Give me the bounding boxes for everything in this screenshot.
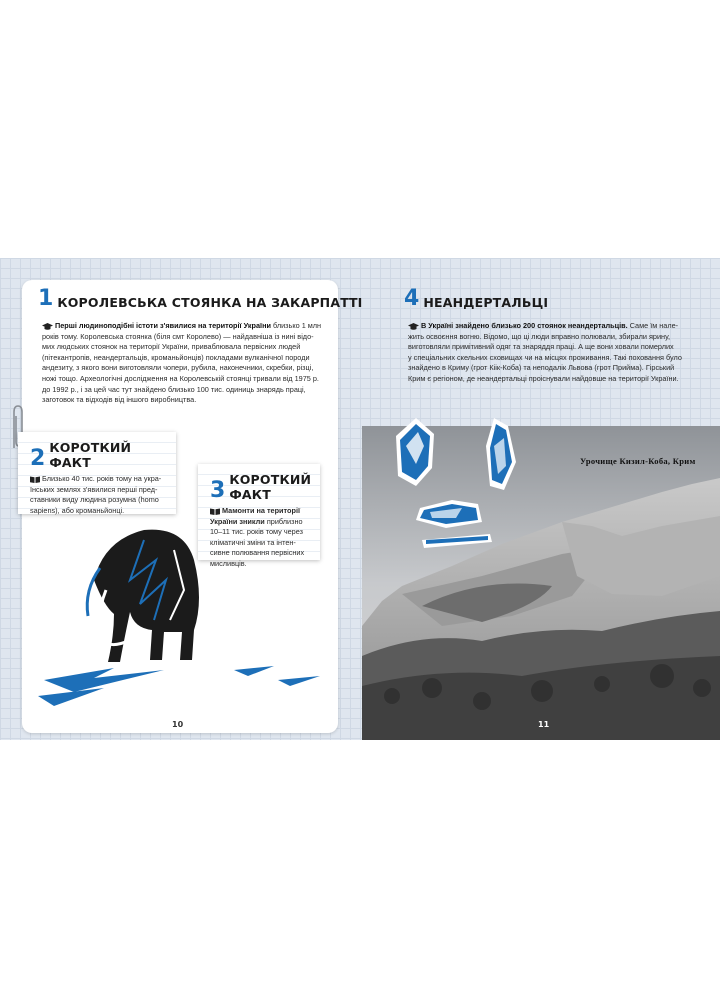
fact2-line: sapiens), або кроманьйонці. bbox=[30, 505, 125, 515]
section1-line: заготовок та відходів від іншого виробництва. bbox=[42, 395, 197, 405]
section4-line: жить освоєння вогню. Відомо, що ці люди вправно полювали, збирали ярину, bbox=[408, 331, 671, 341]
section4-lead-bold: В Україні знайдено близько 200 стоянок неандертальців. bbox=[421, 321, 628, 330]
section1-lead-rest: близько 1 млн bbox=[270, 321, 322, 330]
fact2-line: Близько 40 тис. років тому на укра- bbox=[42, 474, 162, 483]
section1-line: андезиту, з якого вони виготовляли чопери, рубила, наконечники, скребки, різці, bbox=[42, 363, 314, 373]
graduation-cap-icon bbox=[408, 323, 419, 330]
section4-heading bbox=[404, 288, 548, 310]
fact3-line: сивне полювання первісних bbox=[210, 548, 305, 558]
section1-heading bbox=[38, 288, 363, 310]
section1-line: років тому. Королевська стоянка (біля смт Королево) — найдавніша із нині відо- bbox=[42, 331, 314, 341]
fact3-line: мисливців. bbox=[210, 558, 247, 568]
section4-line: Крим є регіоном, де неандертальці проіснували найдовше на території України. bbox=[408, 373, 679, 383]
section1-text bbox=[42, 321, 326, 406]
fact3-lead-rest: приблизно bbox=[264, 516, 303, 526]
fact3-lead-bold-1: Мамонти на території bbox=[222, 506, 301, 515]
section1-lead-bold: Перші людиноподібні істоти з'явилися на території України bbox=[55, 321, 271, 330]
book-icon bbox=[30, 476, 40, 483]
photo-caption: Урочище Кизил-Коба, Крим bbox=[580, 456, 696, 466]
section4-lead-rest: Саме їм нале- bbox=[627, 321, 679, 330]
fact2-number: 2 bbox=[30, 446, 46, 471]
section4-line: у спеціальних скельних сховищах чи на місцях проживання. Такі поховання було bbox=[408, 352, 682, 362]
section4-title: НЕАНДЕРТАЛЬЦІ bbox=[423, 295, 549, 310]
book-icon bbox=[210, 508, 220, 515]
fact3-title: КОРОТКИЙ ФАКТ bbox=[229, 472, 312, 502]
right-page-number: 11 bbox=[538, 720, 550, 729]
fact3-lead-bold-2: України зникли bbox=[210, 516, 265, 526]
stone-tools-illustration bbox=[386, 416, 536, 556]
section4-line: знайдено в Криму (грот Кіік-Коба) та неподалік Львова (грот Прийма). Гірський bbox=[408, 363, 675, 373]
fact3-card bbox=[198, 464, 320, 568]
section4-line: виготовляли примітивний одяг та знаряддя праці. А ще вони ховали померлих bbox=[408, 342, 674, 352]
section1-line: до 1992 р., і за цей час тут знайдено близько 100 тис. одиниць знарядь праці, bbox=[42, 384, 306, 394]
fact2-line: їнських землях з'явилися перші пред- bbox=[30, 484, 158, 494]
fact3-number: 3 bbox=[210, 478, 226, 503]
section4-number: 4 bbox=[404, 286, 420, 311]
fact3-line: 10–11 тис. років тому через bbox=[210, 527, 303, 537]
section1-line: мих людських стоянок на території України, приваблювала первісних людей bbox=[42, 342, 301, 352]
section1-line: (пітекантропів, неандертальців, кроманьйонців) покладами вулканічної породи bbox=[42, 352, 310, 362]
fact2-title: КОРОТКИЙ ФАКТ bbox=[49, 440, 132, 470]
section4-text bbox=[408, 321, 690, 385]
fact2-card bbox=[18, 432, 176, 514]
section1-number: 1 bbox=[38, 286, 54, 311]
section1-line: ножі тощо. Археологічні дослідження на Королевській стоянці тривали від 1975 р. bbox=[42, 373, 319, 383]
left-page-number: 10 bbox=[172, 720, 184, 729]
graduation-cap-icon bbox=[42, 323, 53, 330]
section1-title: КОРОЛЕВСЬКА СТОЯНКА НА ЗАКАРПАТТІ bbox=[57, 295, 363, 310]
fact2-line: ставники виду людина розумна (homo bbox=[30, 495, 159, 505]
fact3-line: кліматичні зміни та інтен- bbox=[210, 537, 296, 547]
